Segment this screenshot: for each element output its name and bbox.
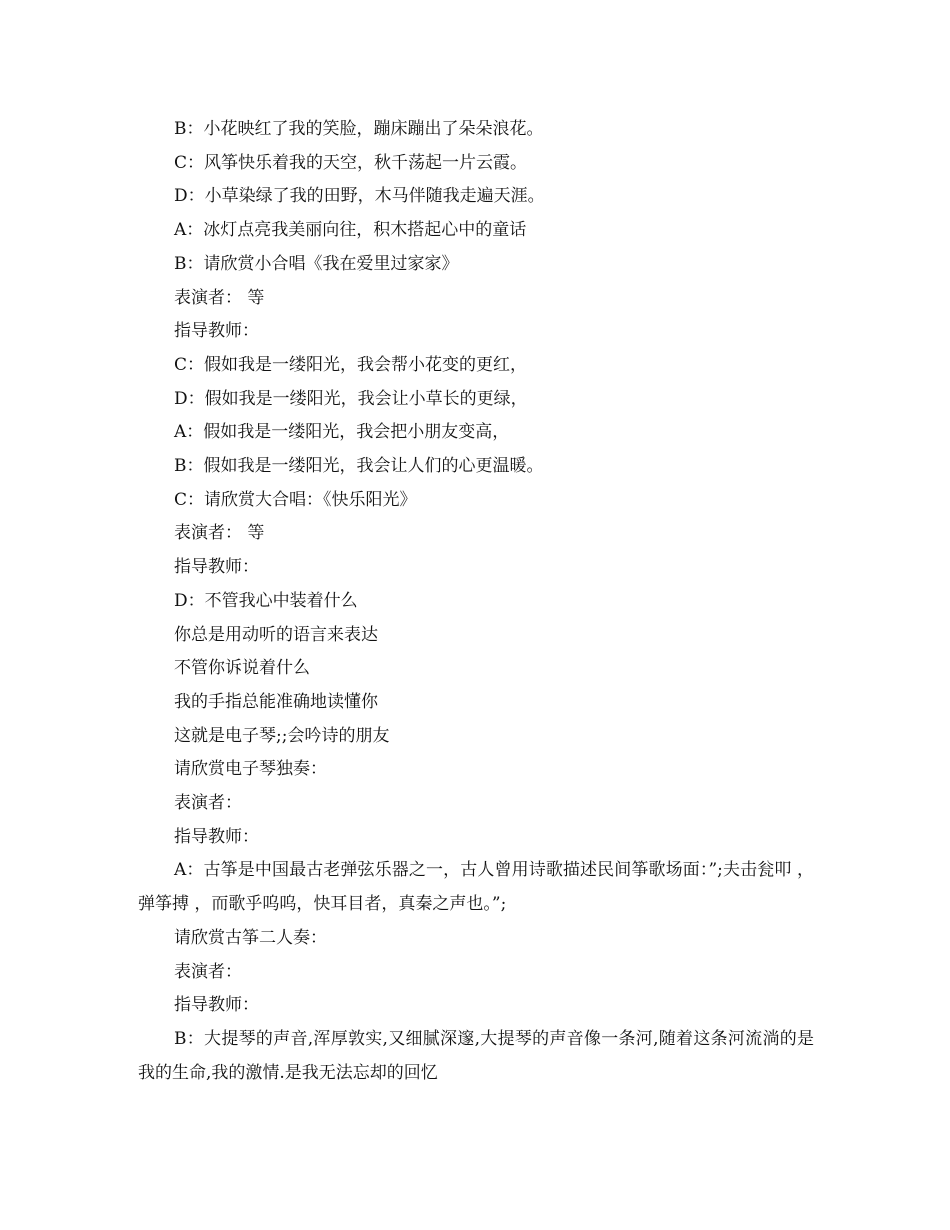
text-line: B：假如我是一缕阳光，我会让人们的心更温暖。 (174, 456, 544, 477)
text-line: 指导教师： (174, 557, 259, 578)
text-line: C：假如我是一缕阳光，我会帮小花变的更红， (174, 354, 528, 375)
text-line: 指导教师： (174, 321, 259, 342)
text-line: A：冰灯点亮我美丽向往，积木搭起心中的童话 (174, 220, 527, 241)
text-line: D：假如我是一缕阳光，我会让小草长的更绿， (174, 388, 528, 409)
text-line: 请欣赏古筝二人奏： (174, 927, 327, 948)
text-line: C：风筝快乐着我的天空，秋千荡起一片云霞。 (174, 152, 528, 173)
text-line: A：假如我是一缕阳光，我会把小朋友变高， (174, 422, 510, 443)
text-line: 我的手指总能准确地读懂你 (174, 691, 378, 712)
paragraph-cello: B：大提琴的声音,浑厚敦实,又细腻深邃,大提琴的声音像一条河,随着这条河流淌的是我的生命,我的激情.是我无法忘却的回忆 (138, 1028, 814, 1083)
text-line: 表演者： 等 (174, 523, 265, 544)
text-line: B：请欣赏小合唱《我在爱里过家家》 (174, 253, 459, 274)
text-line: C：请欣赏大合唱：《快乐阳光》 (174, 489, 417, 510)
text-line: D：小草染绿了我的田野，木马伴随我走遍天涯。 (174, 186, 545, 207)
text-line: B：小花映红了我的笑脸，蹦床蹦出了朵朵浪花。 (174, 119, 544, 139)
text-line: 表演者： (174, 961, 242, 982)
text-line: 你总是用动听的语言来表达 (174, 624, 378, 645)
text-line: D：不管我心中装着什么 (174, 590, 358, 611)
text-line: 表演者： (174, 793, 242, 814)
text-line: 不管你诉说着什么 (174, 658, 310, 679)
paragraph-guzheng: A：古筝是中国最古老弹弦乐器之一，古人曾用诗歌描述民间筝歌场面：”;夫击瓮叩 ，弹筝搏 ，而歌乎呜呜，快耳目者，真秦之声也。”; (138, 860, 814, 915)
text-line: 这就是电子琴;;会吟诗的朋友 (174, 725, 390, 746)
text-line: 指导教师： (174, 995, 259, 1016)
text-line: 指导教师： (174, 826, 259, 847)
text-line: 请欣赏电子琴独奏： (174, 759, 327, 780)
document-body (138, 113, 814, 1090)
text-line: 表演者： 等 (174, 287, 265, 308)
